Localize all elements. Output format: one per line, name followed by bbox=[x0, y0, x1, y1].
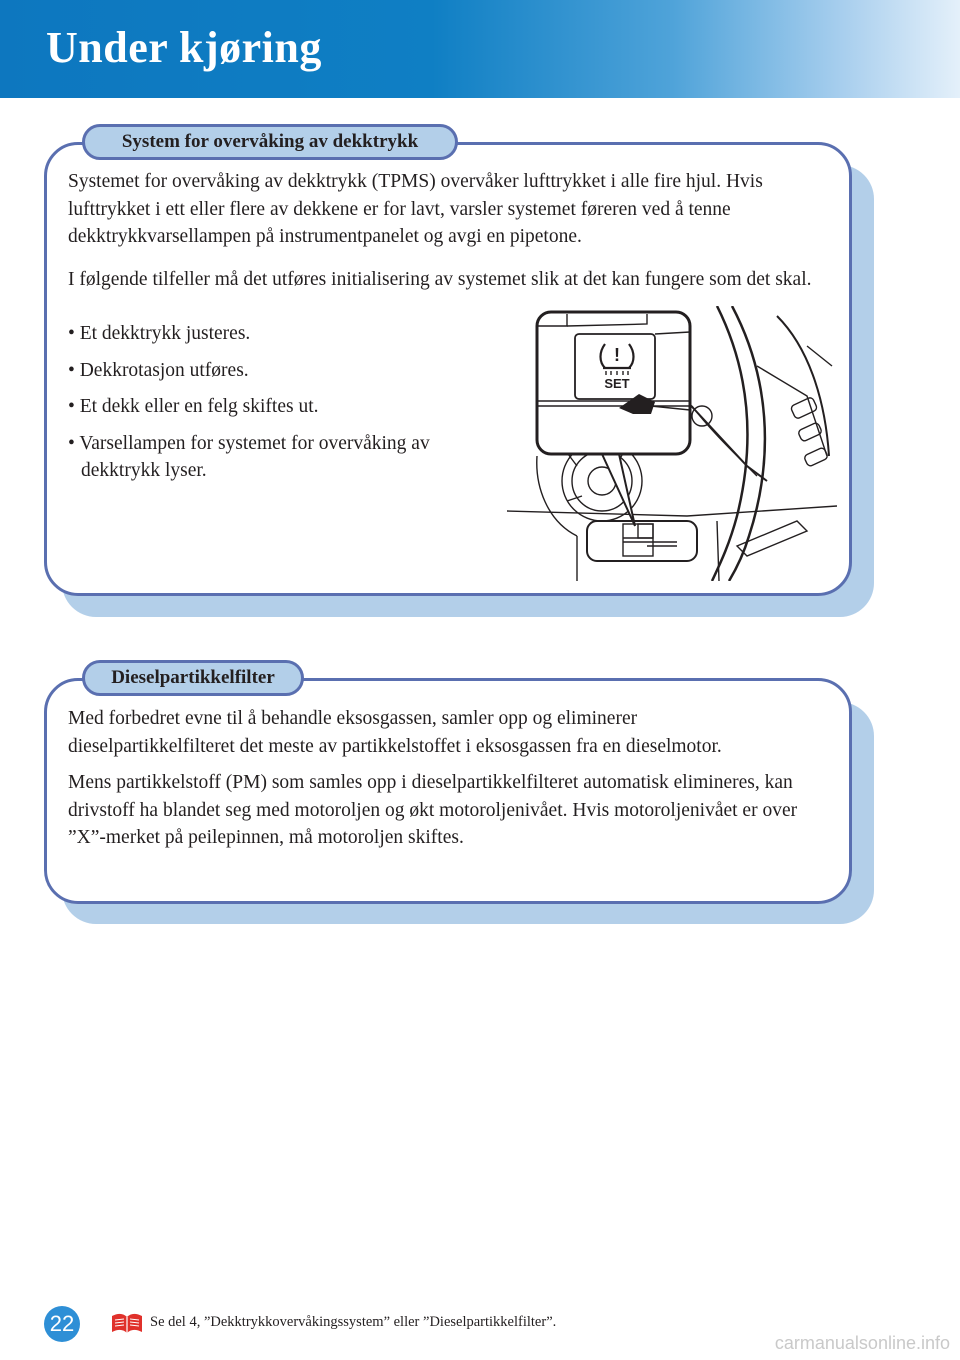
dpf-section-tab: Dieselpartikkelfilter bbox=[82, 660, 304, 696]
tpms-paragraph-1: Systemet for overvåking av dekktrykk (TPMS) overvåker lufttrykket i alle fire hjul. Hvis lufttrykket i ett eller flere av dekkene er for lavt, varsler systemet føreren ved å tenne dekktrykkvarsellampen på instrumentpanelet og avgi en pipetone. bbox=[68, 171, 763, 247]
dpf-text bbox=[68, 705, 828, 861]
page-title: Under kjøring bbox=[46, 23, 322, 72]
watermark: carmanualsonline.info bbox=[774, 1333, 950, 1353]
page-number: 22 bbox=[44, 1306, 80, 1342]
tpms-paragraph-2: I følgende tilfeller må det utføres initialisering av systemet slik at det kan fungere som det skal. bbox=[68, 269, 812, 290]
tpms-set-switch-illustration bbox=[507, 306, 837, 581]
tpms-bullet: • Et dekktrykk justeres. bbox=[68, 323, 251, 344]
tpms-bullet: • Et dekk eller en felg skiftes ut. bbox=[68, 396, 319, 417]
set-button-label: SET bbox=[604, 376, 630, 391]
tpms-text bbox=[68, 168, 838, 260]
tpms-text-2 bbox=[68, 266, 838, 294]
tpms-bullet-list bbox=[68, 320, 498, 494]
dpf-paragraph-2: Mens partikkelstoff (PM) som samles opp i dieselpartikkelfilteret automatisk elimineres, kan drivstoff ha blandet seg med motoroljen og økt motoroljenivået. Hvis motoroljenivået er over ”X”-merket på peilepinnen, må motoroljen skiftes. bbox=[68, 772, 798, 848]
dpf-paragraph-1: Med forbedret evne til å behandle eksosgassen, samler opp og eliminerer dieselpartikkelfilteret det meste av partikkelstoffet i eksosgassen fra en dieselmotor. bbox=[68, 708, 722, 757]
svg-text:!: ! bbox=[614, 345, 620, 365]
tpms-bullet: • Dekkrotasjon utføres. bbox=[68, 359, 249, 381]
page-header bbox=[0, 0, 960, 98]
tpms-bullet: • Varsellampen for systemet for overvåking av dekktrykk lyser. bbox=[68, 432, 430, 481]
reference-text: Se del 4, ”Dekktrykkovervåkingssystem” eller ”Dieselpartikkelfilter”. bbox=[150, 1314, 557, 1330]
book-reference-icon bbox=[110, 1312, 144, 1334]
tpms-section-tab: System for overvåking av dekktrykk bbox=[82, 124, 458, 160]
